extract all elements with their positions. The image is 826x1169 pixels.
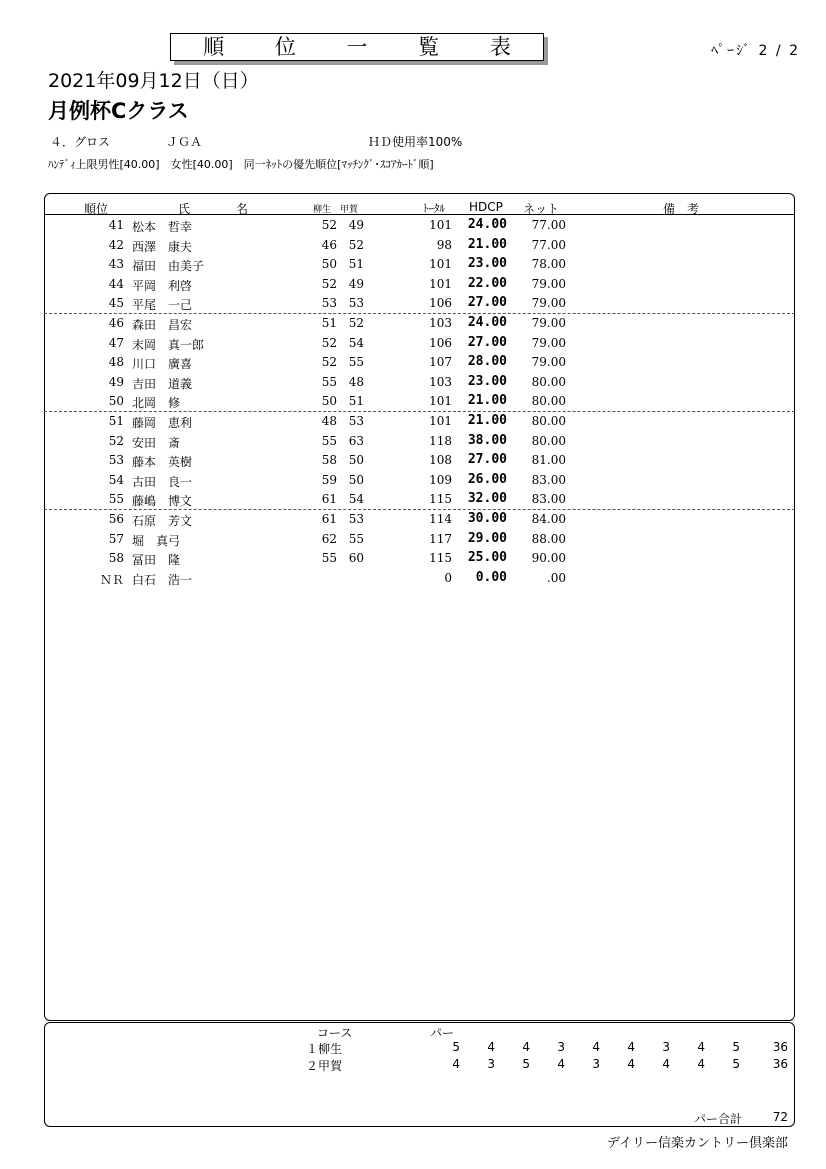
row-name: 平尾 一己 bbox=[132, 298, 193, 313]
col-header-net: ネット bbox=[523, 202, 560, 216]
row-net: 79.00 bbox=[531, 316, 566, 330]
row-rank: 57 bbox=[108, 531, 124, 546]
table-row bbox=[44, 255, 795, 275]
row-hdcp: 26.00 bbox=[467, 471, 507, 487]
row-rank: 55 bbox=[108, 492, 124, 507]
row-rank: 52 bbox=[108, 433, 124, 448]
hole-par: 5 bbox=[452, 1040, 460, 1054]
col-header-rank: 順位 bbox=[84, 202, 109, 216]
row-out-score: 46 bbox=[321, 237, 337, 252]
row-out-score: 48 bbox=[321, 414, 337, 428]
row-total: 117 bbox=[429, 531, 452, 546]
club-name: デイリー信楽カントリー倶楽部 bbox=[606, 1136, 788, 1151]
row-net: 79.00 bbox=[531, 276, 566, 291]
row-rank: 41 bbox=[108, 218, 124, 232]
row-out-score: 50 bbox=[321, 394, 337, 409]
row-hdcp: 0.00 bbox=[475, 569, 507, 585]
hole-par: 4 bbox=[487, 1040, 495, 1054]
row-rank: 45 bbox=[108, 296, 124, 311]
row-out-score: 52 bbox=[321, 218, 337, 232]
hole-par: 3 bbox=[662, 1040, 670, 1054]
row-in-score: 53 bbox=[348, 296, 364, 311]
table-row bbox=[44, 314, 795, 334]
row-in-score: 51 bbox=[348, 394, 364, 409]
row-hdcp: 38.00 bbox=[467, 432, 507, 448]
hole-par: 3 bbox=[557, 1040, 565, 1054]
row-rank: 49 bbox=[108, 374, 124, 389]
row-hdcp: 27.00 bbox=[467, 452, 507, 468]
row-hdcp: 32.00 bbox=[467, 491, 507, 507]
row-total: 115 bbox=[429, 551, 452, 566]
row-rank: 43 bbox=[108, 257, 124, 272]
row-in-score: 53 bbox=[348, 512, 364, 526]
row-in-score: 51 bbox=[348, 257, 364, 272]
row-net: 83.00 bbox=[531, 492, 566, 507]
col-header-hdcp: HDCP bbox=[469, 200, 503, 214]
rules-label: ＪＧＡ bbox=[166, 135, 203, 149]
row-in-score: 50 bbox=[348, 453, 364, 468]
row-name: 古田 良一 bbox=[132, 474, 193, 489]
row-total: 98 bbox=[436, 237, 452, 252]
hole-par: 4 bbox=[627, 1040, 635, 1054]
table-row bbox=[44, 294, 795, 314]
row-in-score: 54 bbox=[348, 335, 364, 350]
row-in-score: 48 bbox=[348, 374, 364, 389]
table-row bbox=[44, 216, 795, 236]
row-total: 106 bbox=[429, 296, 452, 311]
hole-par: 5 bbox=[732, 1040, 740, 1054]
row-in-score: 49 bbox=[348, 218, 364, 232]
row-name: 冨田 隆 bbox=[132, 553, 181, 568]
row-rank: 46 bbox=[108, 316, 124, 330]
table-row bbox=[44, 432, 795, 452]
row-name: 平岡 利啓 bbox=[132, 278, 193, 293]
row-name: 藤本 英樹 bbox=[132, 455, 193, 470]
row-total: 108 bbox=[429, 453, 452, 468]
row-total: 109 bbox=[429, 472, 452, 487]
row-total: 106 bbox=[429, 335, 452, 350]
row-hdcp: 21.00 bbox=[467, 413, 507, 428]
row-hdcp: 21.00 bbox=[467, 393, 507, 409]
row-in-score: 49 bbox=[348, 276, 364, 291]
row-out-score: 62 bbox=[321, 531, 337, 546]
competition-name: 月例杯Cクラス bbox=[48, 99, 189, 123]
row-total: 114 bbox=[429, 512, 452, 526]
col-header-name-1: 氏 bbox=[178, 202, 191, 216]
row-total: 103 bbox=[429, 374, 452, 389]
row-in-score: 53 bbox=[348, 414, 364, 428]
title-box bbox=[170, 33, 544, 61]
row-out-score: 52 bbox=[321, 355, 337, 370]
table-row bbox=[44, 334, 795, 354]
course-name: １柳生 bbox=[306, 1042, 343, 1056]
row-net: 80.00 bbox=[531, 394, 566, 409]
row-in-score: 55 bbox=[348, 355, 364, 370]
row-total: 115 bbox=[429, 492, 452, 507]
row-rank: 47 bbox=[108, 335, 124, 350]
row-name: 白石 浩一 bbox=[132, 572, 193, 587]
row-out-score: 55 bbox=[321, 374, 337, 389]
row-out-score: 50 bbox=[321, 257, 337, 272]
row-hdcp: 23.00 bbox=[467, 256, 507, 272]
row-out-score: 52 bbox=[321, 335, 337, 350]
row-net: 79.00 bbox=[531, 296, 566, 311]
course-par-total: 36 bbox=[772, 1040, 788, 1054]
hole-par: 4 bbox=[522, 1040, 530, 1054]
row-net: 88.00 bbox=[531, 531, 566, 546]
hole-par: 4 bbox=[592, 1040, 600, 1054]
hole-par: 3 bbox=[487, 1057, 495, 1071]
row-name: 森田 昌宏 bbox=[132, 318, 193, 332]
row-name: 石原 芳文 bbox=[132, 514, 193, 528]
row-in-score: 50 bbox=[348, 472, 364, 487]
row-total: 101 bbox=[429, 276, 452, 291]
table-row bbox=[44, 392, 795, 412]
hole-par: 4 bbox=[662, 1057, 670, 1071]
row-out-score: 52 bbox=[321, 276, 337, 291]
row-total: 101 bbox=[429, 394, 452, 409]
row-rank: 58 bbox=[108, 551, 124, 566]
row-net: 78.00 bbox=[531, 257, 566, 272]
row-total: 0 bbox=[444, 570, 452, 585]
row-name: 末岡 真一郎 bbox=[132, 337, 205, 352]
row-name: 松本 哲幸 bbox=[132, 220, 193, 234]
table-row bbox=[44, 490, 795, 510]
table-row bbox=[44, 451, 795, 471]
row-in-score: 52 bbox=[348, 316, 364, 330]
hole-par: 4 bbox=[557, 1057, 565, 1071]
row-net: 90.00 bbox=[531, 551, 566, 566]
row-rank: 42 bbox=[108, 237, 124, 252]
row-hdcp: 29.00 bbox=[467, 530, 507, 546]
col-header-remarks: 備 考 bbox=[663, 202, 700, 216]
row-total: 101 bbox=[429, 257, 452, 272]
row-out-score: 61 bbox=[321, 492, 337, 507]
row-name: 北岡 修 bbox=[132, 396, 181, 411]
row-total: 101 bbox=[429, 218, 452, 232]
row-hdcp: 27.00 bbox=[467, 295, 507, 311]
course-par-box bbox=[44, 1022, 795, 1127]
table-row bbox=[44, 569, 795, 589]
row-net: 80.00 bbox=[531, 433, 566, 448]
row-rank: ＮＲ bbox=[99, 572, 124, 587]
row-net: 80.00 bbox=[531, 374, 566, 389]
row-total: 103 bbox=[429, 316, 452, 330]
table-row bbox=[44, 412, 795, 432]
row-hdcp: 25.00 bbox=[467, 550, 507, 566]
row-out-score: 59 bbox=[321, 472, 337, 487]
table-row bbox=[44, 471, 795, 491]
row-out-score: 55 bbox=[321, 551, 337, 566]
row-net: 79.00 bbox=[531, 335, 566, 350]
row-name: 藤岡 恵利 bbox=[132, 416, 193, 430]
row-net: 83.00 bbox=[531, 472, 566, 487]
scoring-method: ４．グロス bbox=[50, 135, 111, 149]
table-row bbox=[44, 510, 795, 530]
hole-par: 5 bbox=[732, 1057, 740, 1071]
row-in-score: 60 bbox=[348, 551, 364, 566]
par-label: パー bbox=[430, 1026, 455, 1040]
row-out-score: 55 bbox=[321, 433, 337, 448]
table-row bbox=[44, 530, 795, 550]
col-header-in: 甲賀 bbox=[340, 205, 359, 215]
row-name: 安田 斎 bbox=[132, 435, 181, 450]
row-net: 77.00 bbox=[531, 237, 566, 252]
handicap-limit-note: ﾊﾝﾃﾞｨ上限男性[40.00] 女性[40.00] 同一ﾈｯﾄの優先順位[ﾏｯﾁﾝｸﾞ･ｽｺｱｶｰﾄﾞ順] bbox=[48, 158, 434, 171]
row-out-score: 51 bbox=[321, 316, 337, 330]
row-name: 福田 由美子 bbox=[132, 259, 205, 274]
row-rank: 53 bbox=[108, 453, 124, 468]
row-rank: 51 bbox=[108, 414, 124, 428]
page-number: ﾍﾟｰｼﾞ 2 / 2 bbox=[711, 43, 800, 59]
row-rank: 56 bbox=[108, 512, 124, 526]
row-net: 81.00 bbox=[531, 453, 566, 468]
hole-par: 3 bbox=[592, 1057, 600, 1071]
hd-rate: ＨＤ使用率100% bbox=[368, 135, 463, 149]
hole-par: 4 bbox=[697, 1040, 705, 1054]
row-in-score: 55 bbox=[348, 531, 364, 546]
row-out-score: 61 bbox=[321, 512, 337, 526]
row-rank: 50 bbox=[108, 394, 124, 409]
event-date: 2021年09月12日（日） bbox=[48, 70, 259, 92]
table-row bbox=[44, 373, 795, 393]
row-net: 77.00 bbox=[531, 218, 566, 232]
table-row bbox=[44, 549, 795, 569]
row-net: 79.00 bbox=[531, 355, 566, 370]
course-name: ２甲賀 bbox=[306, 1059, 343, 1073]
col-header-out: 柳生 bbox=[313, 205, 332, 215]
row-total: 101 bbox=[429, 414, 452, 428]
hole-par: 5 bbox=[522, 1057, 530, 1071]
table-row bbox=[44, 275, 795, 295]
hole-par: 4 bbox=[697, 1057, 705, 1071]
row-rank: 48 bbox=[108, 355, 124, 370]
row-total: 118 bbox=[429, 433, 452, 448]
table-row bbox=[44, 353, 795, 373]
row-hdcp: 28.00 bbox=[467, 354, 507, 370]
course-label: コース bbox=[317, 1026, 353, 1040]
header-divider bbox=[44, 214, 795, 215]
row-net: .00 bbox=[546, 570, 566, 585]
row-rank: 54 bbox=[108, 472, 124, 487]
row-hdcp: 27.00 bbox=[467, 334, 507, 350]
row-hdcp: 24.00 bbox=[467, 315, 507, 330]
table-row bbox=[44, 236, 795, 256]
row-in-score: 63 bbox=[348, 433, 364, 448]
row-hdcp: 30.00 bbox=[467, 511, 507, 526]
par-total-value: 72 bbox=[772, 1110, 788, 1124]
row-in-score: 52 bbox=[348, 237, 364, 252]
hole-par: 4 bbox=[452, 1057, 460, 1071]
col-header-name-2: 名 bbox=[236, 202, 249, 216]
par-total-label: パー合計 bbox=[694, 1112, 743, 1126]
row-rank: 44 bbox=[108, 276, 124, 291]
page-title: 順 位 一 覧 表 bbox=[203, 35, 533, 59]
row-name: 西澤 康夫 bbox=[132, 239, 193, 254]
row-out-score: 53 bbox=[321, 296, 337, 311]
row-hdcp: 24.00 bbox=[467, 217, 507, 232]
col-header-total: ﾄｰﾀﾙ bbox=[423, 202, 445, 215]
row-out-score: 58 bbox=[321, 453, 337, 468]
row-hdcp: 23.00 bbox=[467, 373, 507, 389]
course-par-total: 36 bbox=[772, 1057, 788, 1071]
row-name: 藤嶋 博文 bbox=[132, 494, 193, 509]
row-net: 84.00 bbox=[531, 512, 566, 526]
row-hdcp: 22.00 bbox=[467, 275, 507, 291]
row-name: 堀 真弓 bbox=[132, 533, 181, 548]
hole-par: 4 bbox=[627, 1057, 635, 1071]
row-in-score: 54 bbox=[348, 492, 364, 507]
row-name: 吉田 道義 bbox=[132, 376, 193, 391]
row-name: 川口 廣喜 bbox=[132, 357, 193, 372]
row-hdcp: 21.00 bbox=[467, 236, 507, 252]
row-total: 107 bbox=[429, 355, 452, 370]
row-net: 80.00 bbox=[531, 414, 566, 428]
